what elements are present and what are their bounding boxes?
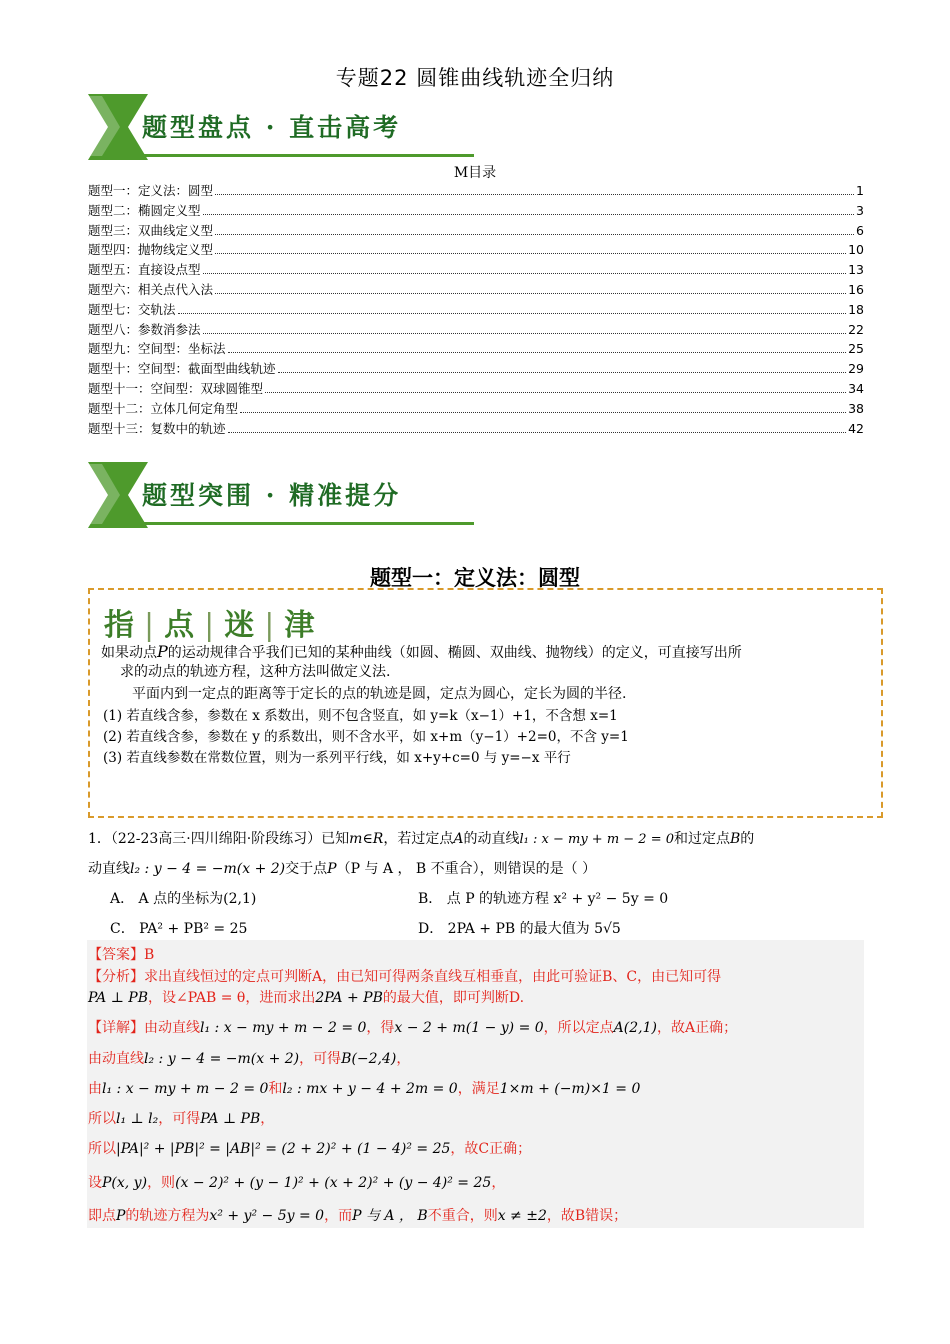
- page-title: 专题22 圆锥曲线轨迹全归纳: [335, 66, 615, 90]
- detail-line-4: 所以l₁ ⊥ l₂，可得PA ⊥ PB，: [88, 1111, 275, 1127]
- detail-line-5: 所以|PA|² + |PB|² = |AB|² = (2 + 2)² + (1 − 4)² = 25，故C正确；: [88, 1141, 532, 1157]
- toc-item[interactable]: 题型七：交轨法 18: [88, 301, 864, 317]
- banner-mid-text: 题型突围 · 精准提分: [142, 481, 402, 510]
- banner-top: [88, 94, 474, 160]
- toc-item[interactable]: 题型五：直接设点型 13: [88, 262, 864, 278]
- answer-label: 【答案】B: [88, 947, 155, 963]
- tip-paragraph: 如果动点P的运动规律合乎我们已知的某种曲线（如圆、椭圆、双曲线、抛物线）的定义，可直接写出所: [101, 642, 742, 661]
- toc-item[interactable]: 题型十一：空间型：双球圆锥型 34: [88, 380, 864, 396]
- toc-item[interactable]: 题型八：参数消参法 22: [88, 321, 864, 337]
- tip-heading: 指 | 点 | 迷 | 津: [104, 608, 317, 643]
- toc-item[interactable]: 题型一：定义法：圆型 1: [88, 183, 864, 198]
- detail-line-7: 即点P的轨迹方程为x² + y² − 5y = 0，而P 与 A ， B不重合，则x ≠ ±2，故B错误；: [88, 1208, 628, 1224]
- toc-item[interactable]: 题型十二：立体几何定角型 38: [88, 400, 864, 416]
- banner-mid: [88, 462, 474, 528]
- table-of-contents: [88, 181, 864, 438]
- question-line-1: 1．（22-23高三·四川绵阳·阶段练习）已知m∈R，若过定点A的动直线l₁ : x − my + m − 2 = 0和过定点B的: [88, 831, 755, 847]
- toc-item[interactable]: 题型九：空间型：坐标法 25: [88, 341, 864, 357]
- tip-paragraph-cont: 求的动点的轨迹方程，这种方法叫做定义法.: [120, 664, 391, 680]
- toc-item[interactable]: 题型六：相关点代入法 16: [88, 281, 864, 297]
- analysis-line-2: PA ⊥ PB，设∠PAB = θ，进而求出2PA + PB的最大值，即可判断D.: [88, 990, 525, 1006]
- option-c[interactable]: C． PA² + PB² = 25: [110, 921, 248, 937]
- analysis-line-1: 【分析】求出直线恒过的定点可判断A，由已知可得两条直线互相垂直，由此可验证B、C，由已知可得: [88, 969, 722, 985]
- option-d[interactable]: D． 2PA + PB 的最大值为 5√5: [418, 921, 621, 937]
- toc-item[interactable]: 题型三：双曲线定义型 6: [88, 222, 864, 238]
- detail-line-6: 设P(x, y)，则(x − 2)² + (y − 1)² + (x + 2)² + (y − 4)² = 25，: [88, 1175, 506, 1191]
- tip-paragraph-circle: 平面内到一定点的距离等于定长的点的轨迹是圆，定点为圆心，定长为圆的半径.: [132, 686, 627, 702]
- tip-rule-1: (1) 若直线含参，参数在 x 系数出，则不包含竖直，如 y=k（x−1）+1，不含想 x=1: [103, 708, 618, 724]
- toc-item[interactable]: 题型十三：复数中的轨迹 42: [88, 420, 864, 436]
- tip-rule-2: (2) 若直线含参，参数在 y 的系数出，则不含水平，如 x+m（y−1）+2=0，不含 y=1: [103, 729, 629, 745]
- section-title: 题型一：定义法：圆型: [370, 566, 580, 590]
- option-b[interactable]: B． 点 P 的轨迹方程 x² + y² − 5y = 0: [418, 891, 669, 907]
- toc-item[interactable]: 题型十：空间型：截面型曲线轨迹 29: [88, 361, 864, 377]
- toc-item[interactable]: 题型四：抛物线定义型 10: [88, 242, 864, 258]
- banner-top-text: 题型盘点 · 直击高考: [142, 113, 402, 142]
- detail-line-3: 由l₁ : x − my + m − 2 = 0和l₂ : mx + y − 4 + 2m = 0，满足1×m + (−m)×1 = 0: [88, 1081, 641, 1097]
- toc-item[interactable]: 题型二：椭圆定义型 3: [88, 202, 864, 218]
- toc-title: M目录: [453, 165, 497, 181]
- detail-line-1: 【详解】由动直线l₁ : x − my + m − 2 = 0，得x − 2 + m(1 − y) = 0，所以定点A(2,1)，故A正确；: [88, 1020, 738, 1036]
- question-line-2: 动直线l₂ : y − 4 = −m(x + 2)交于点P（P 与 A ， B 不重合），则错误的是（ ）: [88, 861, 597, 877]
- detail-line-2: 由动直线l₂ : y − 4 = −m(x + 2)，可得B(−2,4)，: [88, 1051, 411, 1067]
- option-a[interactable]: A． A 点的坐标为(2,1): [110, 891, 257, 907]
- tip-rule-3: (3) 若直线参数在常数位置，则为一系列平行线，如 x+y+c=0 与 y=−x 平行: [103, 750, 571, 766]
